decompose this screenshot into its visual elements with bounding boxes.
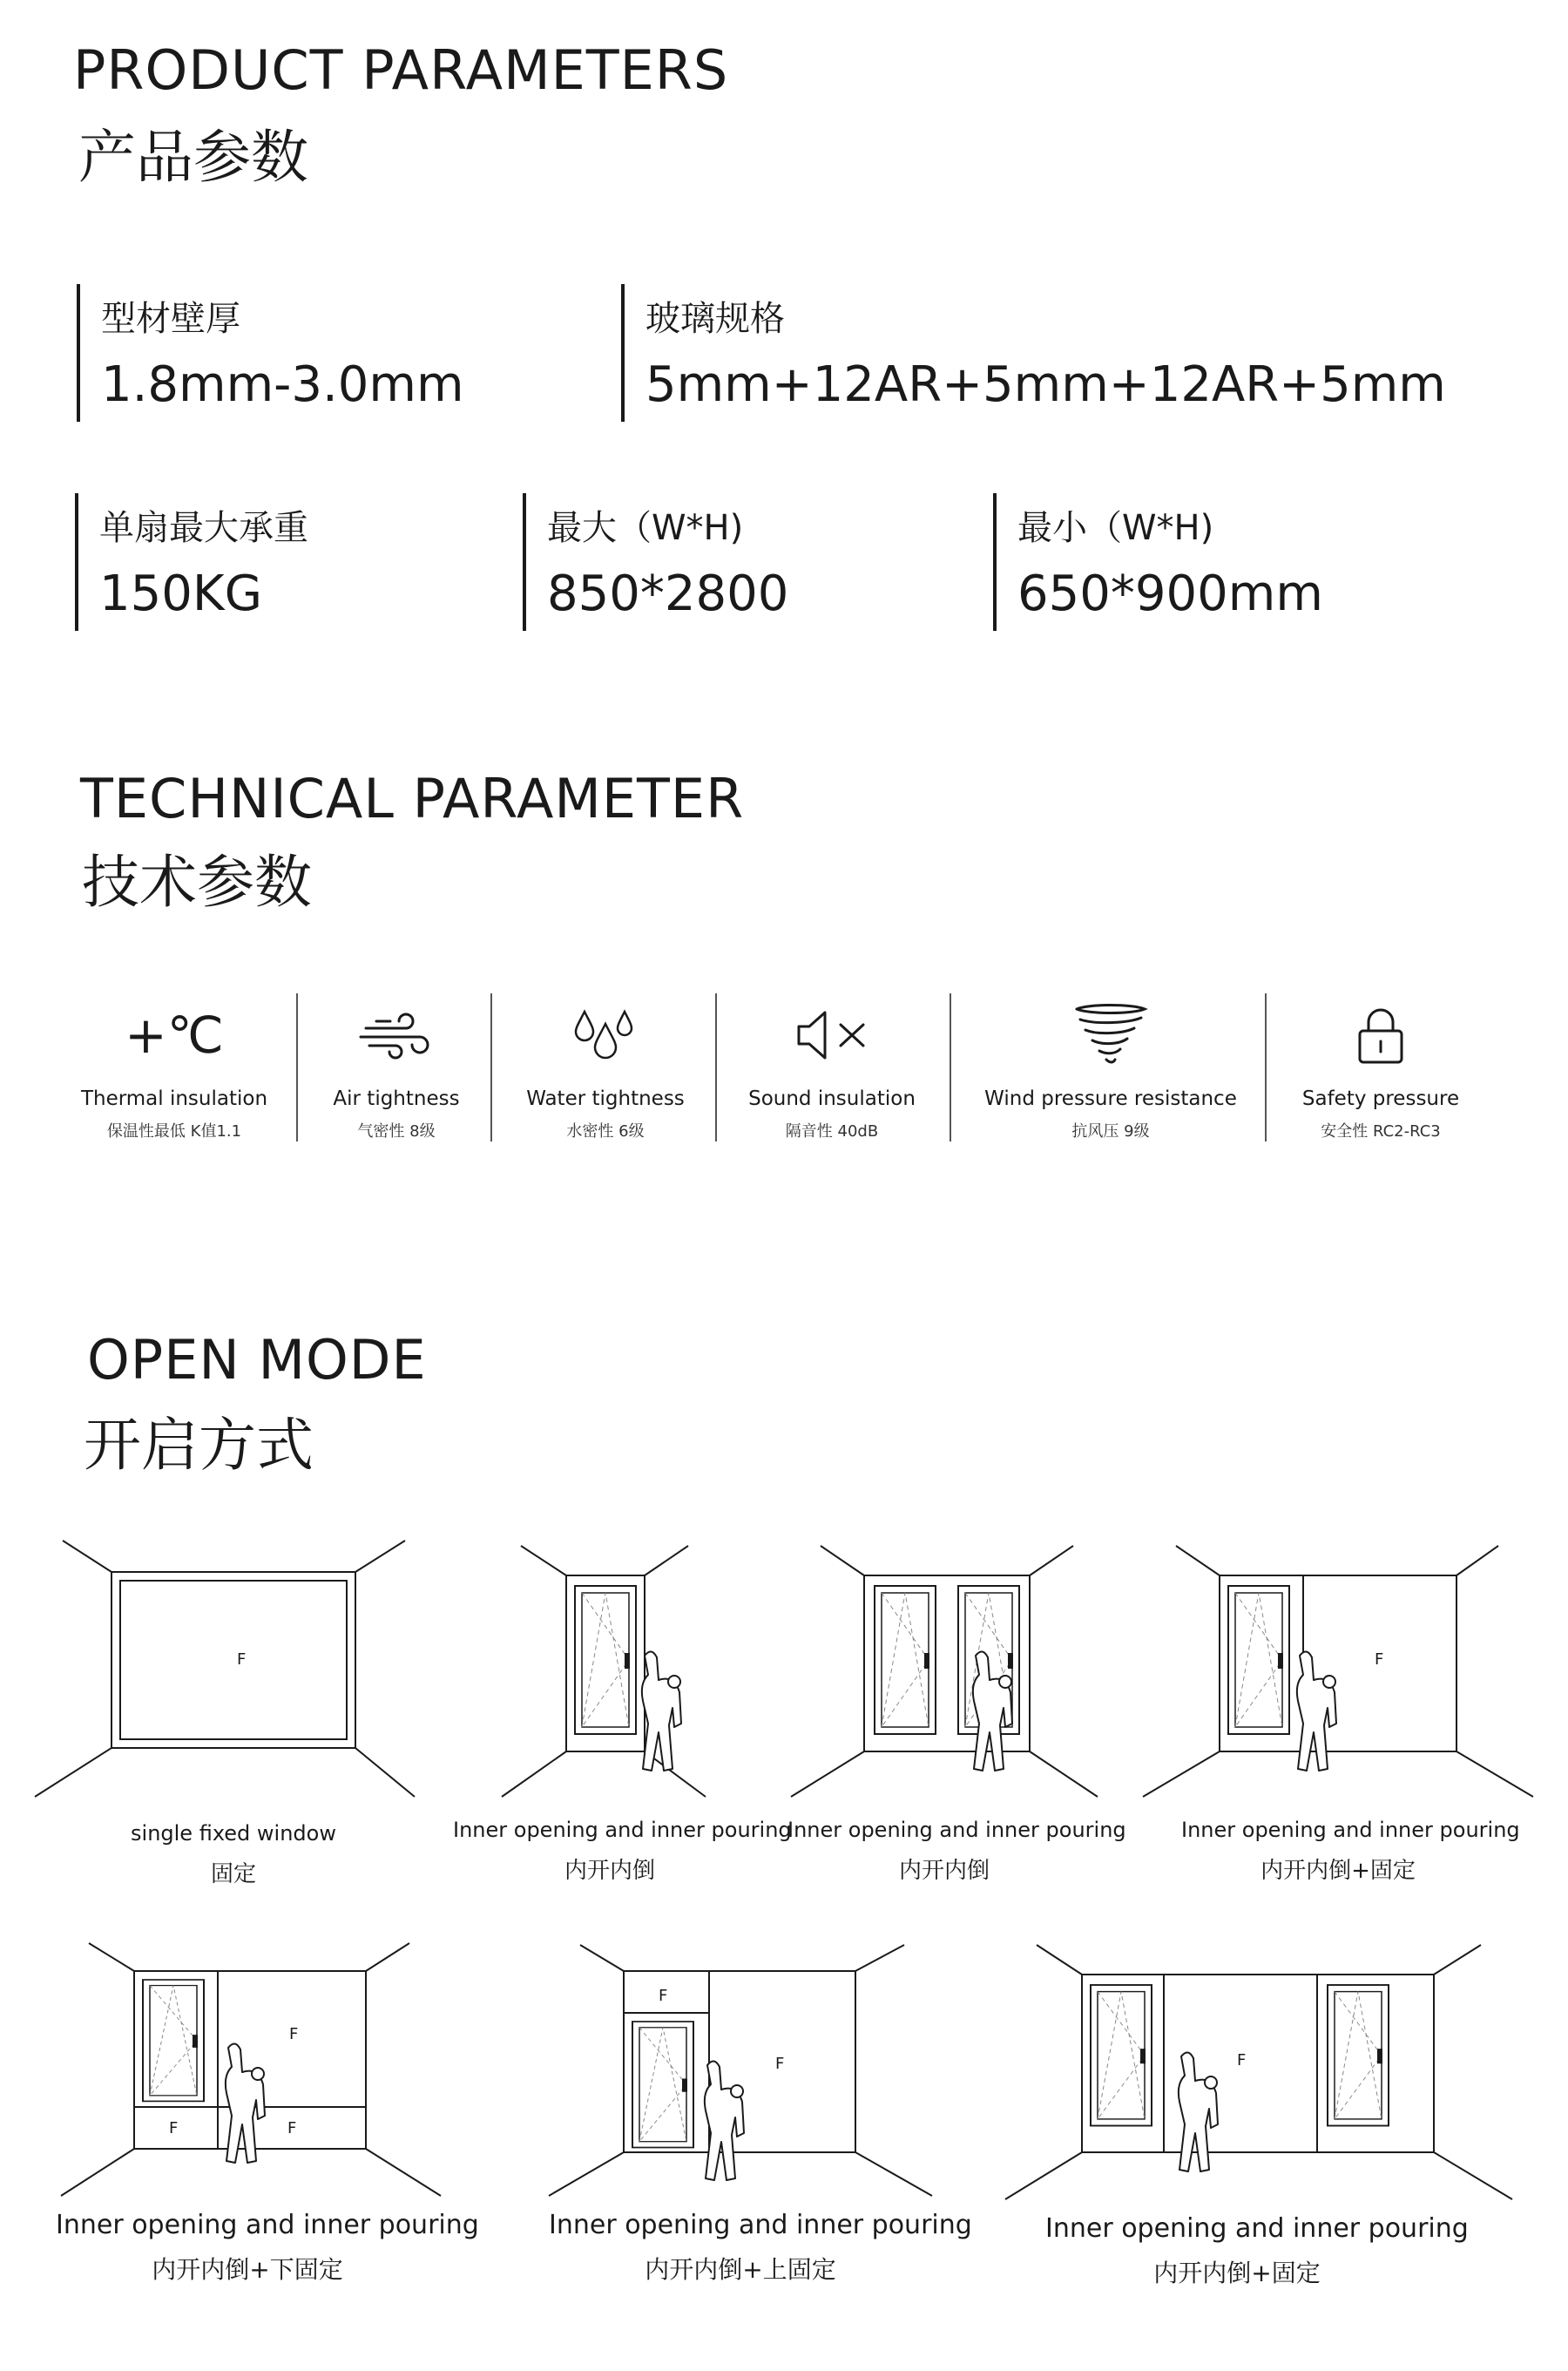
- mode-caption: [787, 1818, 1126, 1885]
- fixed-mark: F: [1375, 1650, 1384, 1669]
- mode-caption-en: single fixed window: [131, 1821, 336, 1846]
- diagram-inner-opening-plus-top-fixed: [549, 1945, 932, 2196]
- open-mode-title-en: OPEN MODE: [87, 1328, 427, 1392]
- tech-label-cn: 隔音性 40dB: [785, 1122, 879, 1141]
- mode-caption: [1045, 2213, 1469, 2289]
- tech-label-en: Safety pressure: [1301, 1087, 1460, 1110]
- diagram-inner-opening-both-sides-plus-fixed: [1005, 1945, 1512, 2199]
- param-value: 150KG: [99, 566, 263, 622]
- mode-caption-en: Inner opening and inner pouring: [787, 1818, 1126, 1842]
- mode-caption-en: Inner opening and inner pouring: [549, 2210, 972, 2240]
- tech-label-cn: 保温性最低 K值1.1: [106, 1122, 242, 1141]
- thermometer-celsius-icon: +℃: [125, 1006, 224, 1065]
- fixed-mark: F: [289, 2025, 299, 2043]
- mode-caption-en: Inner opening and inner pouring: [56, 2210, 479, 2240]
- tech-label-cn: 安全性 RC2-RC3: [1321, 1122, 1441, 1141]
- product-title-cn: 产品参数: [78, 124, 308, 191]
- tech-label-en: Wind pressure resistance: [984, 1087, 1237, 1110]
- product-title-en: PRODUCT PARAMETERS: [73, 38, 729, 102]
- param-value: 650*900mm: [1017, 566, 1323, 622]
- diagram-inner-opening-double: [791, 1546, 1098, 1797]
- mode-caption: [453, 1818, 792, 1885]
- param-label: 单扇最大承重: [99, 508, 308, 548]
- mode-caption-cn: 内开内倒: [898, 1858, 990, 1884]
- tech-label-cn: 水密性 6级: [566, 1122, 645, 1141]
- diagram-inner-opening-single: [502, 1546, 706, 1797]
- mode-caption-cn: 内开内倒+上固定: [645, 2255, 836, 2284]
- mode-caption-en: Inner opening and inner pouring: [1181, 1818, 1520, 1842]
- mode-caption-cn: 固定: [210, 1861, 256, 1887]
- param-value: 1.8mm-3.0mm: [101, 356, 464, 413]
- mode-caption-cn: 内开内倒: [564, 1858, 655, 1884]
- mode-caption-cn: 内开内倒+固定: [1153, 2259, 1321, 2287]
- technical-title-en: TECHNICAL PARAMETER: [80, 767, 745, 830]
- mode-caption-cn: 内开内倒+下固定: [152, 2255, 343, 2284]
- fixed-mark: F: [659, 1987, 668, 2005]
- mode-caption-en: Inner opening and inner pouring: [1045, 2213, 1469, 2244]
- param-label: 型材壁厚: [101, 299, 240, 339]
- diagram-inner-opening-plus-fixed: [1143, 1546, 1533, 1797]
- fixed-mark: F: [169, 2119, 179, 2137]
- tech-label-en: Water tightness: [526, 1087, 685, 1110]
- fixed-mark: F: [237, 1650, 247, 1669]
- tech-label-en: Air tightness: [333, 1087, 460, 1110]
- diagram-inner-opening-plus-bottom-fixed: [61, 1943, 441, 2196]
- mode-caption-en: Inner opening and inner pouring: [453, 1818, 792, 1842]
- open-mode-title-cn: 开启方式: [84, 1412, 314, 1479]
- technical-title-cn: 技术参数: [82, 849, 312, 916]
- param-label: 玻璃规格: [645, 299, 785, 339]
- mode-caption: [549, 2210, 972, 2286]
- param-value: 5mm+12AR+5mm+12AR+5mm: [645, 356, 1446, 413]
- fixed-mark: F: [1237, 2051, 1247, 2070]
- tech-label-en: Thermal insulation: [80, 1087, 268, 1110]
- diagram-single-fixed: [35, 1541, 415, 1797]
- fixed-mark: F: [287, 2119, 297, 2137]
- param-label: 最大（W*H): [547, 508, 744, 548]
- tech-label-en: Sound insulation: [748, 1087, 916, 1110]
- tech-label-cn: 抗风压 9级: [1071, 1122, 1150, 1141]
- fixed-mark: F: [775, 2055, 785, 2073]
- mode-caption: [1181, 1818, 1520, 1885]
- mode-caption: [56, 2210, 479, 2286]
- mode-caption: [103, 1821, 364, 1888]
- mode-caption-cn: 内开内倒+固定: [1260, 1858, 1416, 1884]
- param-value: 850*2800: [547, 566, 789, 622]
- tech-label-cn: 气密性 8级: [357, 1122, 436, 1141]
- param-label: 最小（W*H): [1017, 508, 1214, 548]
